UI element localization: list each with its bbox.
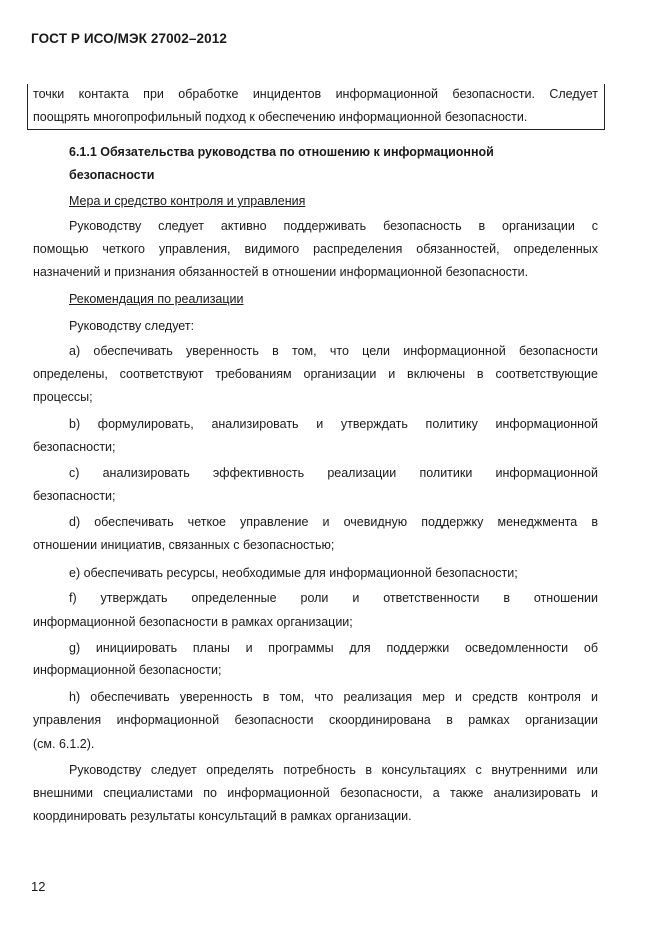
closing-line-1: Руководству следует определять потребность в консультациях с внутренними или [69,763,598,777]
control-line-1: Руководству следует активно поддерживать безопасность в организации с [69,219,598,233]
list-item-d-line-2: отношении инициатив, связанных с безопасностью; [33,538,335,552]
list-item-b-line-2: безопасности; [33,440,116,454]
list-item-b-line-1: b) формулировать, анализировать и утверждать политику информационной [69,417,598,431]
continuation-line-2: поощрять многопрофильный подход к обеспечению информационной безопасности. [33,110,528,124]
section-heading-line-2: безопасности [69,168,155,182]
continuation-line-1: точки контакта при обработке инцидентов информационной безопасности. Следует [33,87,598,101]
guidance-intro: Руководству следует: [69,319,195,333]
section-heading-line-1: 6.1.1 Обязательства руководства по отношению к информационной [69,145,494,159]
list-item-h-line-3: (см. 6.1.2). [33,737,95,751]
list-item-c-line-1: c) анализировать эффективность реализации политики информационной [69,466,598,480]
control-subheading: Мера и средство контроля и управления [69,194,306,208]
list-item-a-line-2: определены, соответствуют требованиям организации и включены в соответствующие [33,367,598,381]
list-item-a-line-3: процессы; [33,390,93,404]
list-item-d-line-1: d) обеспечивать четкое управление и очевидную поддержку менеджмента в [69,515,598,529]
list-item-h-line-2: управления информационной безопасности скоординирована в рамках организации [33,713,598,727]
closing-line-3: координировать результаты консультаций в рамках организации. [33,809,412,823]
page-number: 12 [31,879,46,894]
guidance-subheading: Рекомендация по реализации [69,292,244,306]
list-item-g-line-2: информационной безопасности; [33,663,222,677]
control-line-2: помощью четкого управления, видимого распределения обязанностей, определенных [33,242,598,256]
list-item-a-line-1: a) обеспечивать уверенность в том, что цели информационной безопасности [69,344,598,358]
list-item-f-line-1: f) утверждать определенные роли и ответственности в отношении [69,591,598,605]
control-line-3: назначений и признания обязанностей в отношении информационной безопасности. [33,265,529,279]
document-header: ГОСТ Р ИСО/МЭК 27002–2012 [31,31,227,46]
list-item-h-line-1: h) обеспечивать уверенность в том, что реализация мер и средств контроля и [69,690,598,704]
list-item-c-line-2: безопасности; [33,489,116,503]
list-item-g-line-1: g) инициировать планы и программы для поддержки осведомленности об [69,641,598,655]
closing-line-2: внешними специалистами по информационной безопасности, а также анализировать и [33,786,598,800]
list-item-e-line-1: e) обеспечивать ресурсы, необходимые для информационной безопасности; [69,566,518,580]
list-item-f-line-2: информационной безопасности в рамках организации; [33,615,353,629]
